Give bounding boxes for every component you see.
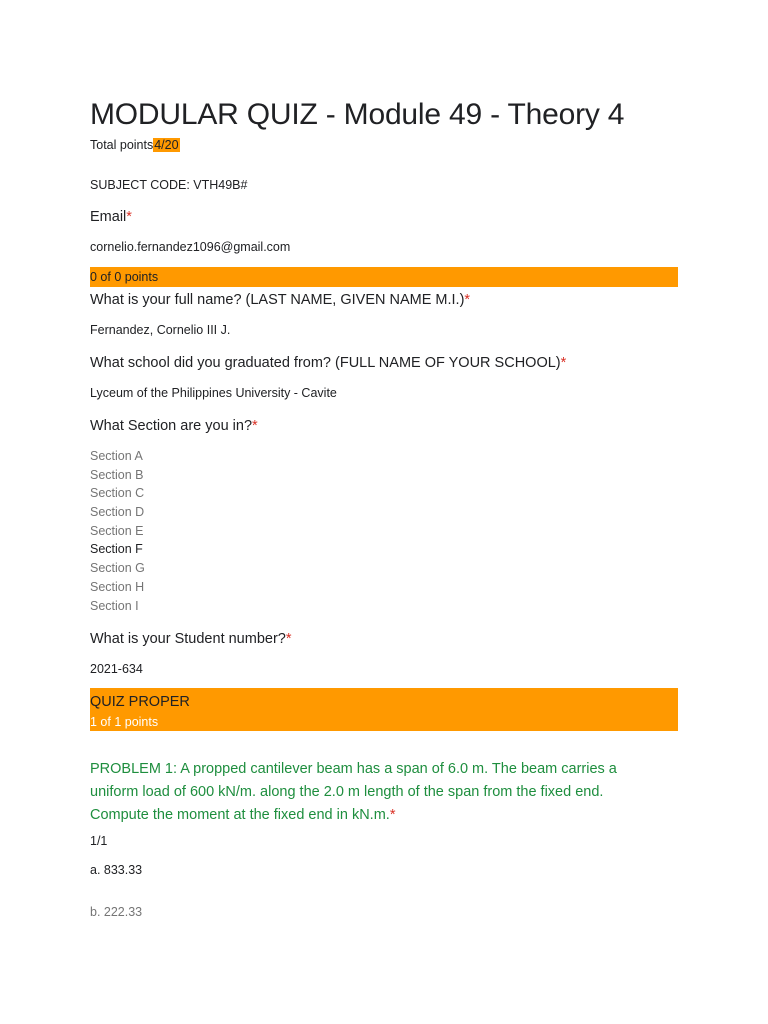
section-option: Section D bbox=[90, 505, 145, 519]
section-points-bar bbox=[90, 267, 678, 287]
total-points-score: 4/20 bbox=[154, 138, 179, 152]
section-points: 0 of 0 points bbox=[90, 270, 159, 284]
section-option: Section G bbox=[90, 561, 145, 575]
problem-1-text: PROBLEM 1: A propped cantilever beam has a span of 6.0 m. The beam carries a uniform load of 600 kN/m. along the 2.0 m length of the span from the fixed end. Compute the moment at the fixed end in kN.m. bbox=[90, 761, 617, 823]
problem-1-question bbox=[90, 758, 650, 827]
required-asterisk: * bbox=[126, 209, 132, 225]
problem-1-score: 1/1 bbox=[90, 834, 108, 848]
email-label: Email bbox=[90, 209, 127, 225]
section-option: Section H bbox=[90, 580, 145, 594]
section-option: Section C bbox=[90, 486, 145, 500]
subject-code: SUBJECT CODE: VTH49B# bbox=[90, 178, 248, 192]
full-name-question bbox=[90, 292, 470, 308]
email-question bbox=[90, 209, 132, 225]
full-name-label: What is your full name? (LAST NAME, GIVEN NAME M.I.) bbox=[90, 292, 465, 308]
required-asterisk: * bbox=[252, 418, 258, 434]
email-answer: cornelio.fernandez1096@gmail.com bbox=[90, 240, 291, 254]
student-number-question bbox=[90, 631, 292, 647]
student-number-label: What is your Student number? bbox=[90, 631, 286, 647]
section-option: Section E bbox=[90, 524, 144, 538]
school-label: What school did you graduated from? (FULL NAME OF YOUR SCHOOL) bbox=[90, 355, 561, 371]
required-asterisk: * bbox=[464, 292, 471, 308]
quiz-proper-title: QUIZ PROPER bbox=[90, 694, 190, 710]
total-points-label: Total points bbox=[90, 138, 154, 152]
page-title: MODULAR QUIZ - Module 49 - Theory 4 bbox=[90, 98, 625, 131]
section-option: Section A bbox=[90, 449, 143, 463]
required-asterisk: * bbox=[389, 807, 396, 823]
required-asterisk: * bbox=[560, 355, 567, 371]
section-option: Section B bbox=[90, 468, 144, 482]
school-question bbox=[90, 355, 566, 371]
required-asterisk: * bbox=[285, 631, 292, 647]
section-label: What Section are you in? bbox=[90, 418, 253, 434]
section-question bbox=[90, 418, 258, 434]
quiz-proper-header bbox=[90, 688, 678, 731]
full-name-answer: Fernandez, Cornelio III J. bbox=[90, 323, 231, 337]
quiz-proper-points: 1 of 1 points bbox=[90, 715, 159, 729]
section-option-selected: Section F bbox=[90, 542, 143, 556]
student-number-answer: 2021-634 bbox=[90, 662, 143, 676]
school-answer: Lyceum of the Philippines University - Cavite bbox=[90, 386, 337, 400]
total-points bbox=[90, 138, 180, 152]
problem-1-option-b: b. 222.33 bbox=[90, 905, 143, 919]
problem-1-option-a: a. 833.33 bbox=[90, 863, 143, 877]
section-option: Section I bbox=[90, 599, 139, 613]
